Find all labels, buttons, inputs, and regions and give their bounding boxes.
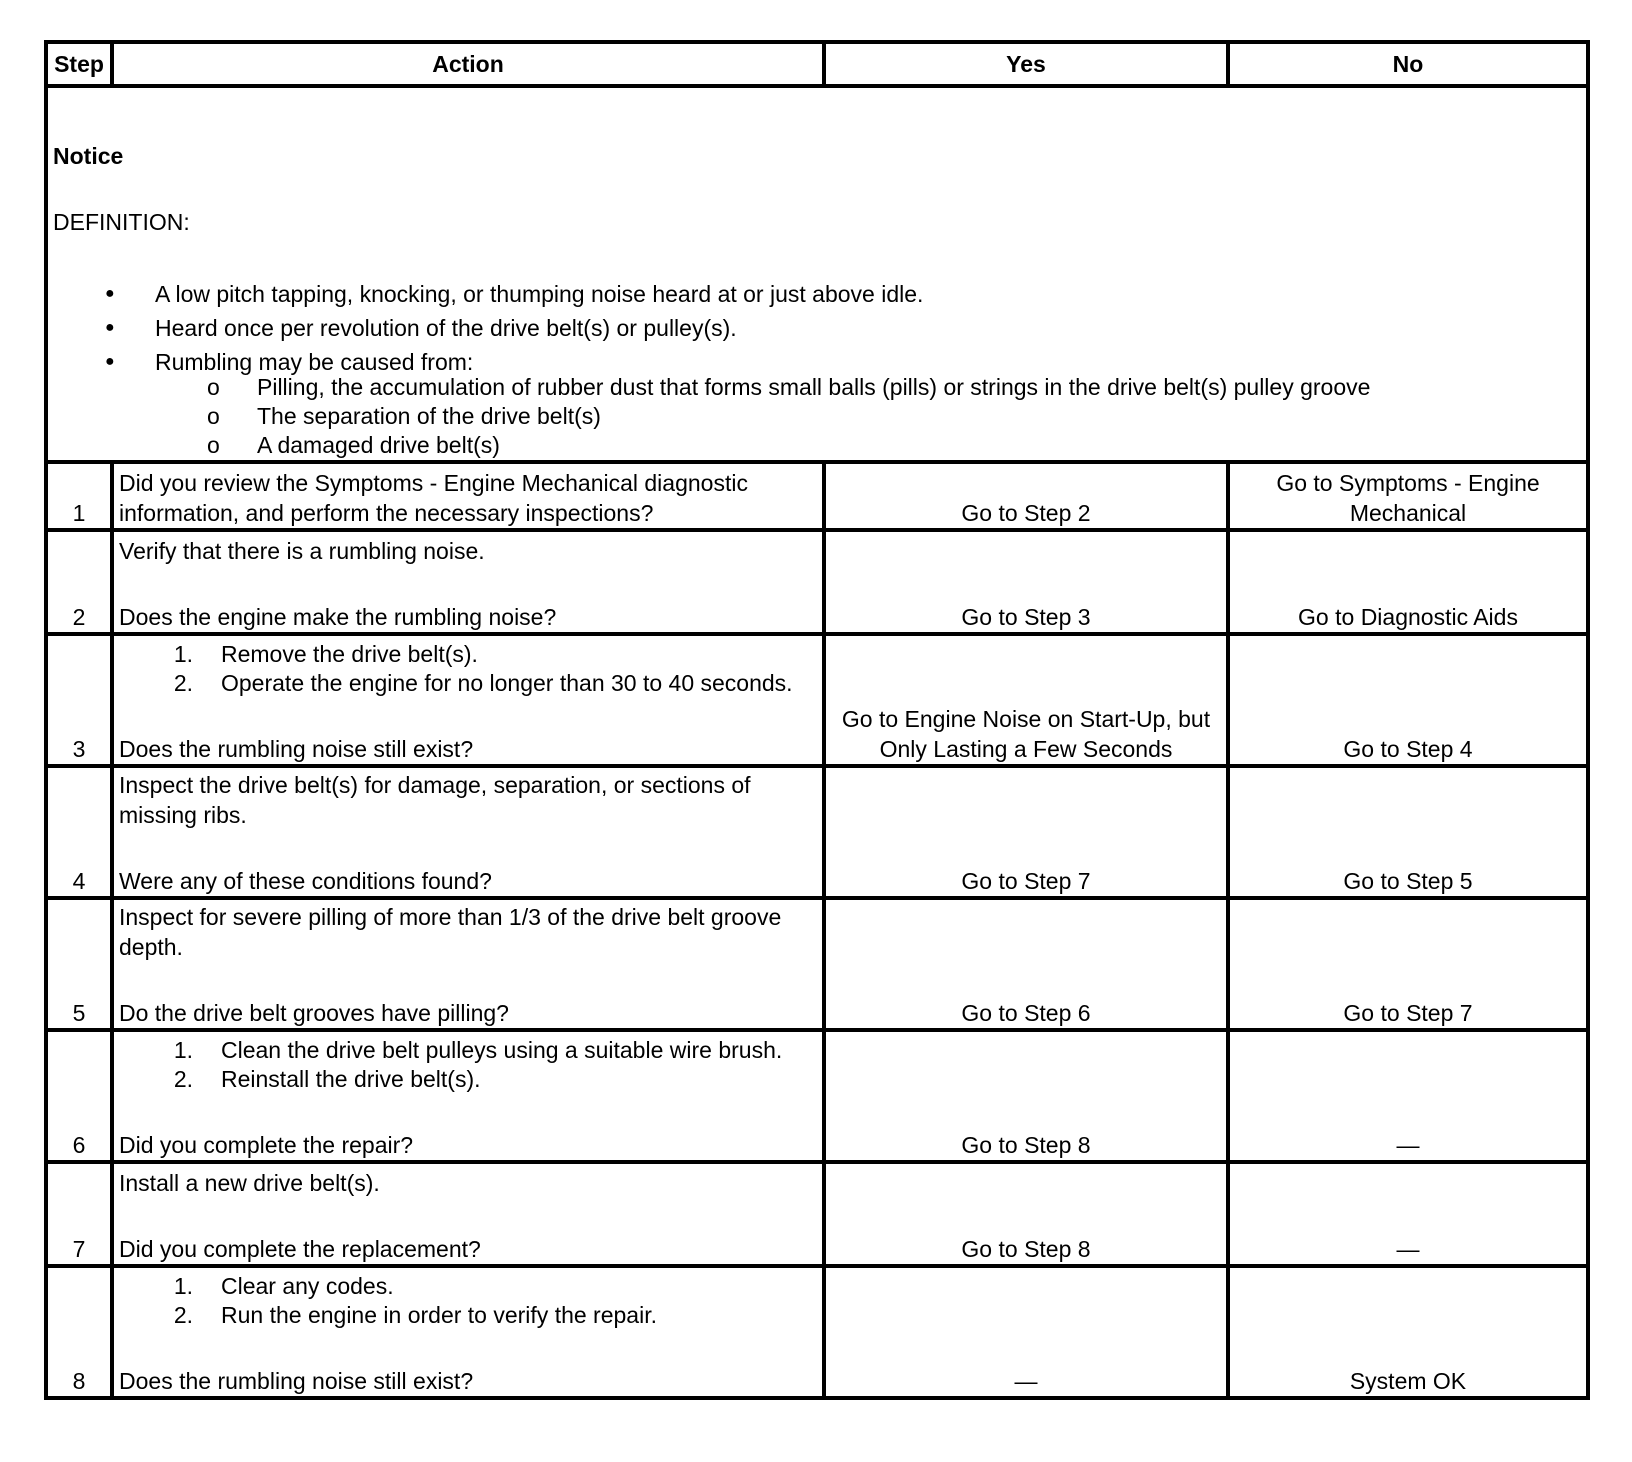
step-number: 1 [46,462,112,530]
yes-cell: Go to Step 8 [824,1162,1228,1266]
action-steps-list [119,640,817,698]
notice-title: Notice [53,143,124,169]
list-item: 1. Clear any codes. [173,1273,394,1299]
step-number: 6 [46,1030,112,1162]
bullet-item: ● A low pitch tapping, knocking, or thumping noise heard at or just above idle. [155,277,1581,311]
yes-cell: Go to Step 6 [824,898,1228,1030]
list-item: 2. Reinstall the drive belt(s). [173,1066,481,1092]
list-item: 1. Clean the drive belt pulleys using a suitable wire brush. [173,1037,783,1063]
list-item: 2. Operate the engine for no longer than 30 to 40 seconds. [173,670,793,696]
yes-cell: Go to Engine Noise on Start-Up, but Only Lasting a Few Seconds [824,634,1228,766]
action-text: Verify that there is a rumbling noise. [119,538,485,564]
action-cell [112,530,824,634]
list-item: 1. Remove the drive belt(s). [173,641,478,667]
action-cell [112,766,824,898]
no-cell: System OK [1228,1266,1588,1398]
action-question: Does the rumbling noise still exist? [119,1368,474,1394]
list-item: 2. Run the engine in order to verify the repair. [173,1302,657,1328]
table-row [46,898,1588,1030]
notice-cell [46,86,1588,462]
header-action: Action [112,42,824,86]
step-number: 2 [46,530,112,634]
action-question: Does the engine make the rumbling noise? [119,604,557,630]
sub-bullet-item: o Pilling, the accumulation of rubber dust that forms small balls (pills) or strings in the drive belt(s) pulley groove [257,373,1581,402]
action-cell [112,462,824,530]
step-number: 7 [46,1162,112,1266]
step-number: 5 [46,898,112,1030]
no-cell: Go to Step 5 [1228,766,1588,898]
action-text: Did you review the Symptoms - Engine Mechanical diagnostic information, and perform the necessary inspections? [119,470,748,526]
action-cell [112,898,824,1030]
step-number: 8 [46,1266,112,1398]
table-row [46,1030,1588,1162]
no-cell: Go to Step 7 [1228,898,1588,1030]
yes-cell: Go to Step 3 [824,530,1228,634]
yes-cell: Go to Step 8 [824,1030,1228,1162]
action-steps-list [119,1272,817,1330]
yes-cell: Go to Step 7 [824,766,1228,898]
action-question: Were any of these conditions found? [119,868,492,894]
table-row [46,530,1588,634]
definition-bullets [53,277,1581,460]
action-text: Inspect the drive belt(s) for damage, separation, or sections of missing ribs. [119,772,751,828]
bullet-item-causes [155,345,1581,460]
action-cell [112,1266,824,1398]
step-number: 3 [46,634,112,766]
action-question: Does the rumbling noise still exist? [119,736,474,762]
header-no: No [1228,42,1588,86]
table-row [46,766,1588,898]
action-question: Do the drive belt grooves have pilling? [119,1000,509,1026]
cause-sub-bullets [155,373,1581,460]
diagnostic-document [44,40,1586,1400]
action-text: Inspect for severe pilling of more than 1/3 of the drive belt groove depth. [119,904,782,960]
sub-bullet-item: o The separation of the drive belt(s) [257,402,1581,431]
action-question: Did you complete the replacement? [119,1236,481,1262]
step-number: 4 [46,766,112,898]
no-cell: Go to Symptoms - Engine Mechanical [1228,462,1588,530]
no-cell: Go to Diagnostic Aids [1228,530,1588,634]
action-cell [112,634,824,766]
bullet-item-label: Rumbling may be caused from: [155,349,474,375]
no-cell: — [1228,1162,1588,1266]
table-row [46,634,1588,766]
no-cell: Go to Step 4 [1228,634,1588,766]
table-header-row [46,42,1588,86]
definition-label: DEFINITION: [53,209,190,235]
notice-row [46,86,1588,462]
action-question: Did you complete the repair? [119,1132,414,1158]
action-text: Install a new drive belt(s). [119,1170,380,1196]
header-yes: Yes [824,42,1228,86]
sub-bullet-item: o A damaged drive belt(s) [257,431,1581,460]
action-steps-list [119,1036,817,1094]
no-cell: — [1228,1030,1588,1162]
action-cell [112,1030,824,1162]
diagnostic-table [44,40,1590,1400]
table-row [46,1162,1588,1266]
yes-cell: — [824,1266,1228,1398]
table-row [46,1266,1588,1398]
table-row [46,462,1588,530]
action-cell [112,1162,824,1266]
header-step: Step [46,42,112,86]
bullet-item: ● Heard once per revolution of the drive belt(s) or pulley(s). [155,311,1581,345]
yes-cell: Go to Step 2 [824,462,1228,530]
